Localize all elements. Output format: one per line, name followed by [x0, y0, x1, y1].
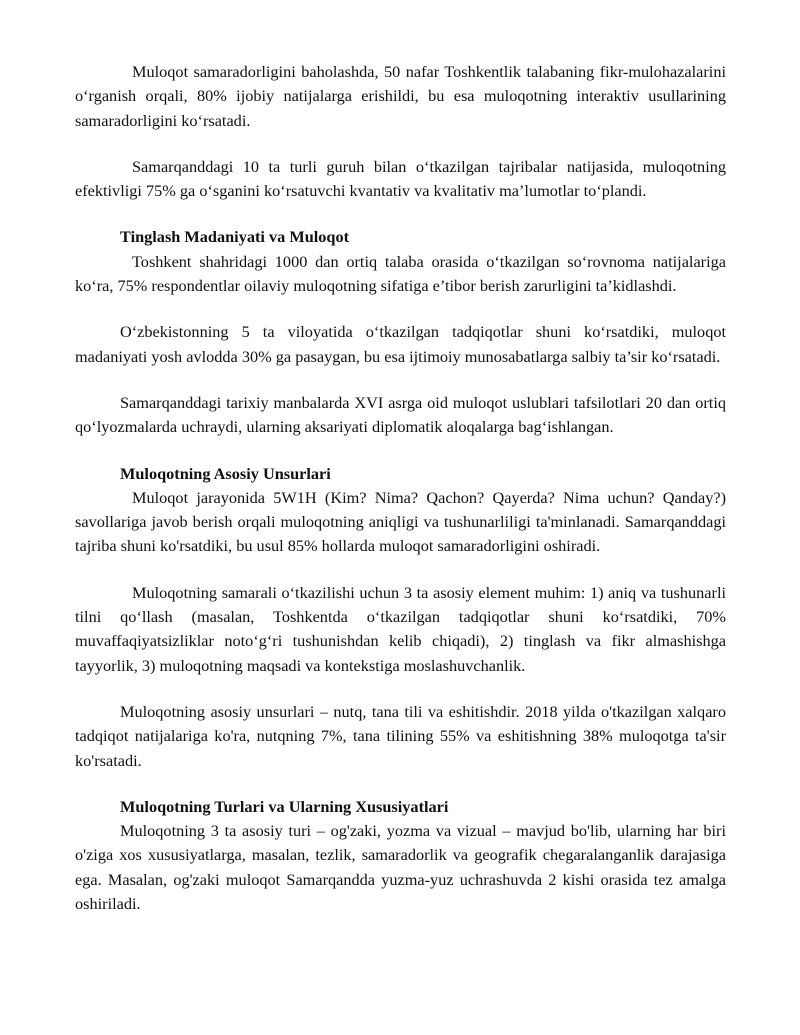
- paragraph-intro-2: Samarqanddagi 10 ta turli guruh bilan o‘tkazilgan tajribalar natijasida, muloqotning efektivligi 75% ga o‘sganini ko‘rsatuvchi kvantativ va kvalitativ ma’lumotlar to‘plandi.: [75, 156, 726, 201]
- paragraph-s1-2: O‘zbekistonning 5 ta viloyatida o‘tkazilgan tadqiqotlar shuni ko‘rsatdiki, muloqot madaniyati yosh avlodda 30% ga pasaygan, bu esa ijtimoiy munosabatlarga salbiy ta’sir ko‘rsatadi.: [75, 322, 726, 366]
- section-heading-asosiy-unsurlari: Muloqotning Asosiy Unsurlari: [120, 463, 331, 483]
- section-heading-turlari: Muloqotning Turlari va Ularning Xususiyatlari: [120, 796, 449, 816]
- paragraph-intro-1: Muloqot samaradorligini baholashda, 50 nafar Toshkentlik talabaning fikr-mulohazalarini o‘rganish orqali, 80% ijobiy natijalarga erishildi, bu esa muloqotning interaktiv usullarining samaradorligini ko‘rsatadi.: [75, 62, 726, 130]
- paragraph-s2-3: Muloqotning asosiy unsurlari – nutq, tana tili va eshitishdir. 2018 yilda o'tkazilgan xalqaro tadqiqot natijalariga ko'ra, nutqning 7%, tana tilining 55% va eshitishning 38% muloqotga ta'sir ko'rsatadi.: [75, 701, 726, 770]
- paragraph-s3-1: Muloqotning 3 ta asosiy turi – og'zaki, yozma va vizual – mavjud bo'lib, ularning har biri o'ziga xos xususiyatlarga, masalan, tezlik, samaradorlik va geografik chegaralanganlik darajasiga ega. Masalan, og'zaki muloqot Samarqandda yuzma-yuz uchrashuvda 2 kishi orasida tez amalga oshiriladi.: [75, 821, 726, 914]
- paragraph-s2-2: Muloqotning samarali o‘tkazilishi uchun 3 ta asosiy element muhim: 1) aniq va tushunarli tilni qo‘llash (masalan, Toshkentda o‘tkazilgan tadqiqotlar shuni ko‘rsatdiki, 70% muvaffaqiyatsizliklar noto‘g‘ri tushunishdan kelib chiqadi), 2) tinglash va fikr almashishga tayyorlik, 3) muloqotning maqsadi va kontekstiga moslashuvchanlik.: [75, 582, 726, 675]
- paragraph-s1-3: Samarqanddagi tarixiy manbalarda XVI asrga oid muloqot uslublari tafsilotlari 20 dan ortiq qo‘lyozmalarda uchraydi, ularning aksariyati diplomatik aloqalarga bag‘ishlangan.: [75, 392, 726, 437]
- section-heading-tinglash: Tinglash Madaniyati va Muloqot: [120, 227, 350, 247]
- paragraph-s2-1: Muloqot jarayonida 5W1H (Kim? Nima? Qachon? Qayerda? Nima uchun? Qanday?) savollariga javob berish orqali muloqotning aniqligi va tushunarliligi ta'minlanadi. Samarqanddagi tajriba shuni ko'rsatdiki, bu usul 85% hollarda muloqot samaradorligini oshiradi.: [75, 487, 726, 556]
- paragraph-s1-1: Toshkent shahridagi 1000 dan ortiq talaba orasida o‘tkazilgan so‘rovnoma natijalariga ko‘ra, 75% respondentlar oilaviy muloqotning sifatiga e’tibor berish zarurligini ta’kidlashdi.: [75, 251, 726, 296]
